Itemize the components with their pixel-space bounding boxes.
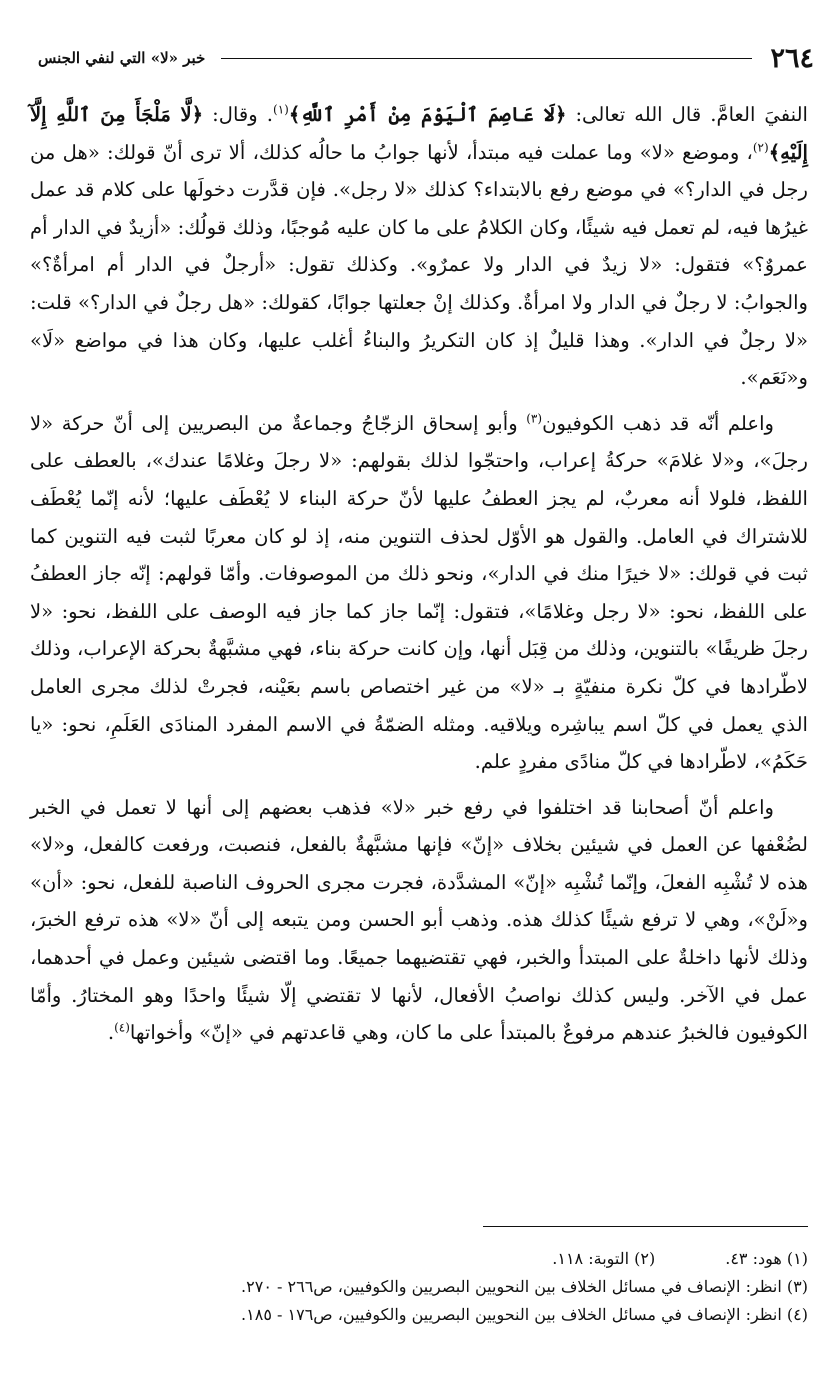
quran-quote: ﴿لَا عَاصِمَ ٱلْيَوْمَ مِنْ أَمْرِ ٱللَّهِ﴾ (288, 103, 567, 126)
text-run: النفيَ العامَّ. قال الله تعالى: (566, 103, 808, 126)
header-rule (221, 58, 752, 59)
page-header (38, 38, 814, 78)
footnote-row (30, 1245, 808, 1273)
paragraph (30, 789, 808, 1052)
footnotes (30, 1226, 808, 1329)
text-run: وأبو إسحاق الزجّاجُ وجماعةٌ من البصريين إلى أنّ حركة «لا رجلَ»، و«لا غلامَ» حركةُ إعراب، واحتجّوا لذلك بقولهم: «لا رجلَ وغلامًا عندك»، بالعطف على اللفظ، فلولا أنه معربٌ، لم يجز العطفُ عليها لأنّ حركة البناء لا يُعْطَف عليها؛ لأنه إنّما يُعْطَف للاشتراك في العامل. والقول هو الأوّل لحذف التنوين منه، إذ لو كان معربًا لثبت فيه التنوين كما ثبت في قولك: «لا خيرًا منك في الدار»، ونحو ذلك من الموصوفات. وأمّا قولهم: إنّه جاز العطفُ على اللفظ، نحو: «لا رجل وغلامًا»، فتقول: إنّما جاز كما جاز فيه الوصف على اللفظ، نحو: «لا رجلَ ظريفًا» بالتنوين، وذلك من قِبَل أنها، وإن كانت حركة بناء، فهي مشبَّهةٌ بحركة الإعراب، وذلك لاطّرادها في كلّ نكرة منفيّةٍ بـ «لا» من غير اختصاص باسم بعَيْنه، فجرتْ لذلك مجرى العامل الذي يعمل في كلّ اسم يباشِره ويلاقيه. ومثله الضمّةُ في الاسم المفرد المنادَى العَلَمِ، نحو: «يا حَكَمُ»، لاطّرادها في كلّ منادًى مفردٍ علم. (30, 411, 808, 774)
text-run: واعلم أنّ أصحابنا قد اختلفوا في رفع خبر «لا» فذهب بعضهم إلى أنها لا تعمل في الخبر لضُعْفها عن العمل في شيئين بخلاف «إنّ» فإنها مشبَّهةٌ بالفعل، فنصبت، ورفعت كالفعل، و«لا» هذه لا تُشْبِه الفعلَ، وإنّما تُشْبِه «إنّ» المشدَّدة، فجرت مجرى الحروف الناصبة للفعل، نحو: «أن» و«لَنْ»، وهي لا ترفع شيئًا كذلك هذه. وذهب أبو الحسن ومن يتبعه إلى أنّ «لا» هذه ترفع الخبرَ، وذلك لأنها داخلةٌ على المبتدأ والخبر، فهي تقتضيهما جميعًا. وما اقتضى شيئين وعمل في أحدهما، عمل في الآخر. وليس كذلك نواصبُ الأفعال، لأنها لا تقتضي إلّا شيئًا واحدًا وهو المختارُ. وأمّا الكوفيون فالخبرُ عندهم مرفوعٌ بالمبتدأ على ما كان، وهي قاعدتهم في «إنّ» وأخواتها (30, 795, 808, 1045)
text-run: . (107, 1021, 115, 1045)
text-run: ، وموضع «لا» وما عملت فيه مبتدأ، لأنها جوابُ ما حالُه كذلك، ألا ترى أنّ قولك: «هل من رجل في الدار؟» في موضع رفع بالابتداء؟ كذلك «لا رجل». فإن قدَّرت دخولَها على كلام قد عمل غيرُها فيه، لم تعمل فيه شيئًا، وكان الكلامُ على ما كان عليه مُوجبًا، وذلك قولُك: «أزيدٌ في الدار أم عمروٌ؟» فتقول: «لا زيدٌ في الدار ولا عمرٌو». وكذلك تقول: «أرجلٌ في الدار أم امرأةٌ؟» والجوابُ: لا رجلٌ في الدار ولا امرأةٌ. وكذلك إنْ جعلتها جوابًا، كقولك: «هل رجلٌ في الدار؟» قلت: «لا رجلٌ في الدار». وهذا قليلٌ إذ كان التكريرُ والبناءُ أغلب عليها، وكان هذا في مواضع «لَا» و«نَعَم». (30, 140, 808, 390)
text-run: واعلم أنّه قد ذهب الكوفيون (542, 411, 774, 435)
paragraph (30, 405, 808, 781)
footnote-ref: (٤) (114, 1020, 130, 1035)
running-title: خبر «لا» التي لنفي الجنس (38, 49, 206, 67)
footnote-ref: (١) (273, 102, 289, 117)
footnote-ref: (٢) (752, 140, 769, 155)
footnote-1: (١) هود: ٤٣. (725, 1249, 808, 1268)
main-text (30, 96, 808, 1052)
quran-quote: ﴿لَّا مَلْجَأَ مِنَ ٱللَّهِ إِلَّآ إِلَيْهِ﴾ (30, 103, 808, 164)
text-run: . وقال: (203, 103, 273, 126)
footnote-ref: (٣) (526, 411, 543, 426)
paragraph (30, 96, 808, 397)
footnote-separator (483, 1226, 808, 1227)
footnote-4: (٤) انظر: الإنصاف في مسائل الخلاف بين النحويين البصريين والكوفيين، ص١٧٦ - ١٨٥. (241, 1305, 808, 1324)
footnote-3: (٣) انظر: الإنصاف في مسائل الخلاف بين النحويين البصريين والكوفيين، ص٢٦٦ - ٢٧٠. (241, 1277, 808, 1296)
footnote-2: (٢) التوبة: ١١٨. (552, 1249, 656, 1268)
page-number: ٢٦٤ (770, 42, 814, 74)
